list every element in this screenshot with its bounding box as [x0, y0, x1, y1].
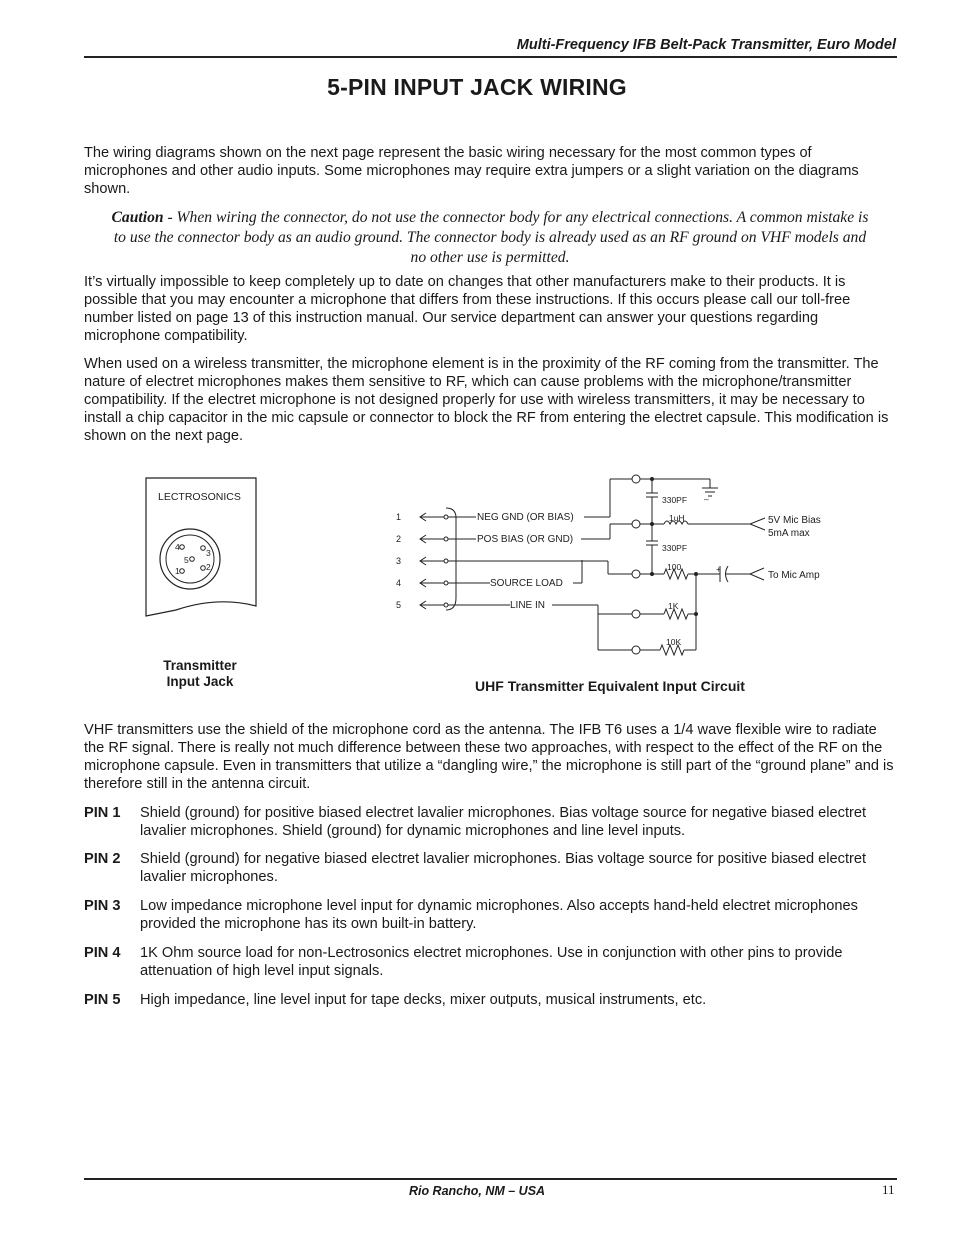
label-line-in: LINE IN [510, 600, 546, 611]
jack-pin-1-hole [180, 569, 185, 574]
circuit-pin-1: 1 [396, 512, 402, 522]
rf-paragraph: When used on a wireless transmitter, the microphone element is in the proximity of the RF coming from the transmitter. The nature of electret microphones makes them sensitive to RF, which can cause problems with the microphone/transmitter compatibility. If the electret microphone is not designed properly for use with wireless transmitters, it may be necessary to install a chip capacitor in the mic capsule or connector to block the RF from entering the electret capsule. This modification is shown on the next page. [84, 356, 889, 444]
pin-3-description: Low impedance microphone level input for dynamic microphones. Also accepts hand-held electret microphones provided the microphone has its own built-in battery. [140, 898, 858, 932]
page-title: 5-PIN INPUT JACK WIRING [327, 74, 627, 100]
footer-location: Rio Rancho, NM – USA [408, 1184, 546, 1198]
pin-5-description: High impedance, line level input for tape decks, mixer outputs, musical instruments, etc. [140, 992, 707, 1008]
jack-pin-5-hole [190, 557, 195, 562]
header-rule [84, 56, 897, 58]
jack-pin-4-hole [180, 545, 185, 550]
label-bias-2: 5mA max [768, 528, 810, 539]
label-cap1: 330PF [662, 495, 688, 505]
running-header: Multi-Frequency IFB Belt-Pack Transmitter, Euro Model [516, 37, 896, 53]
label-r100: 100 [667, 562, 682, 572]
jack-caption-line1: Transmitter [163, 658, 237, 673]
caution-label: Caution [111, 209, 164, 226]
jack-pin-1: 1 [175, 566, 180, 576]
circuit-caption: UHF Transmitter Equivalent Input Circuit [475, 678, 745, 694]
vhf-paragraph: VHF transmitters use the shield of the microphone cord as the antenna. The IFB T6 uses a 1/4 wave flexible wire to radiate the RF signal. There is really not much difference between these two approaches, with respect to the effect of the RF on the microphone capsule. Even in transmitters that utilize a “dangling wire,” the microphone is still part of the “ground plane” and is therefore still in the antenna circuit. [84, 722, 894, 792]
uhf-input-circuit-diagram [380, 464, 850, 664]
caution-note [110, 208, 870, 268]
jack-pin-2: 2 [206, 562, 211, 572]
jack-pin-2-hole [201, 566, 206, 571]
label-cap-plus: + [716, 564, 721, 574]
jack-pin-3-hole [201, 546, 206, 551]
pin-4-label: PIN 4 [84, 945, 121, 961]
footer-rule [84, 1178, 897, 1180]
pin-1-description: Shield (ground) for positive biased electret lavalier microphones. Bias voltage source for negative biased electret lavalier microphones. Shield (ground) for dynamic microphones and line level inputs. [140, 805, 867, 839]
pin-3-label: PIN 3 [84, 898, 121, 914]
pin-5-label: PIN 5 [84, 992, 121, 1008]
intro-paragraph: The wiring diagrams shown on the next page represent the basic wiring necessary for the most common types of microphones and other audio inputs. Some microphones may require extra jumpers or a slight variation on the diagrams shown. [84, 145, 859, 197]
label-cap2: 330PF [662, 543, 688, 553]
label-r1k: 1K [668, 601, 679, 611]
input-jack-diagram [130, 470, 280, 630]
jack-pin-5: 5 [184, 555, 189, 565]
label-neg-gnd: NEG GND (OR BIAS) [477, 512, 574, 523]
circuit-pin-4: 4 [396, 578, 402, 588]
jack-pin-3: 3 [206, 548, 211, 558]
circuit-pin-5: 5 [396, 600, 402, 610]
jack-caption-line2: Input Jack [166, 674, 234, 689]
label-ground-minus: – [704, 494, 709, 504]
label-inductor: 1uH [669, 513, 685, 523]
pin-1-label: PIN 1 [84, 805, 121, 821]
pin-2-description: Shield (ground) for negative biased electret lavalier microphones. Bias voltage source for positive biased electret lavalier microphones. [140, 851, 867, 885]
label-source-load: SOURCE LOAD [490, 578, 563, 589]
circuit-pin-2: 2 [396, 534, 402, 544]
jack-pin-4: 4 [175, 542, 180, 552]
caution-text: - When wiring the connector, do not use the connector body for any electrical connections. A common mistake is to use the connector body as an audio ground. The connector body is already used as an RF ground on VHF models and no other use is permitted. [113, 209, 869, 266]
compatibility-paragraph: It’s virtually impossible to keep completely up to date on changes that other manufacturers make to their products. It is possible that you may encounter a microphone that differs from these instructions. If this occurs please call our toll-free number listed on page 13 of this instruction manual. Our service department can answer your questions regarding microphone compatibility. [84, 274, 851, 344]
jack-caption [140, 658, 260, 690]
pin-2-label: PIN 2 [84, 851, 121, 867]
pin-4-description: 1K Ohm source load for non-Lectrosonics electret microphones. Use in conjunction with other pins to provide attenuation of high level input signals. [140, 945, 843, 979]
label-r10k: 10K [666, 637, 682, 647]
label-bias-1: 5V Mic Bias [768, 515, 821, 526]
circuit-pin-3: 3 [396, 556, 402, 566]
page-number: 11 [882, 1182, 895, 1197]
label-mic-amp: To Mic Amp [768, 570, 820, 581]
jack-brand: LECTROSONICS [158, 491, 241, 503]
label-pos-bias: POS BIAS (OR GND) [477, 534, 574, 545]
